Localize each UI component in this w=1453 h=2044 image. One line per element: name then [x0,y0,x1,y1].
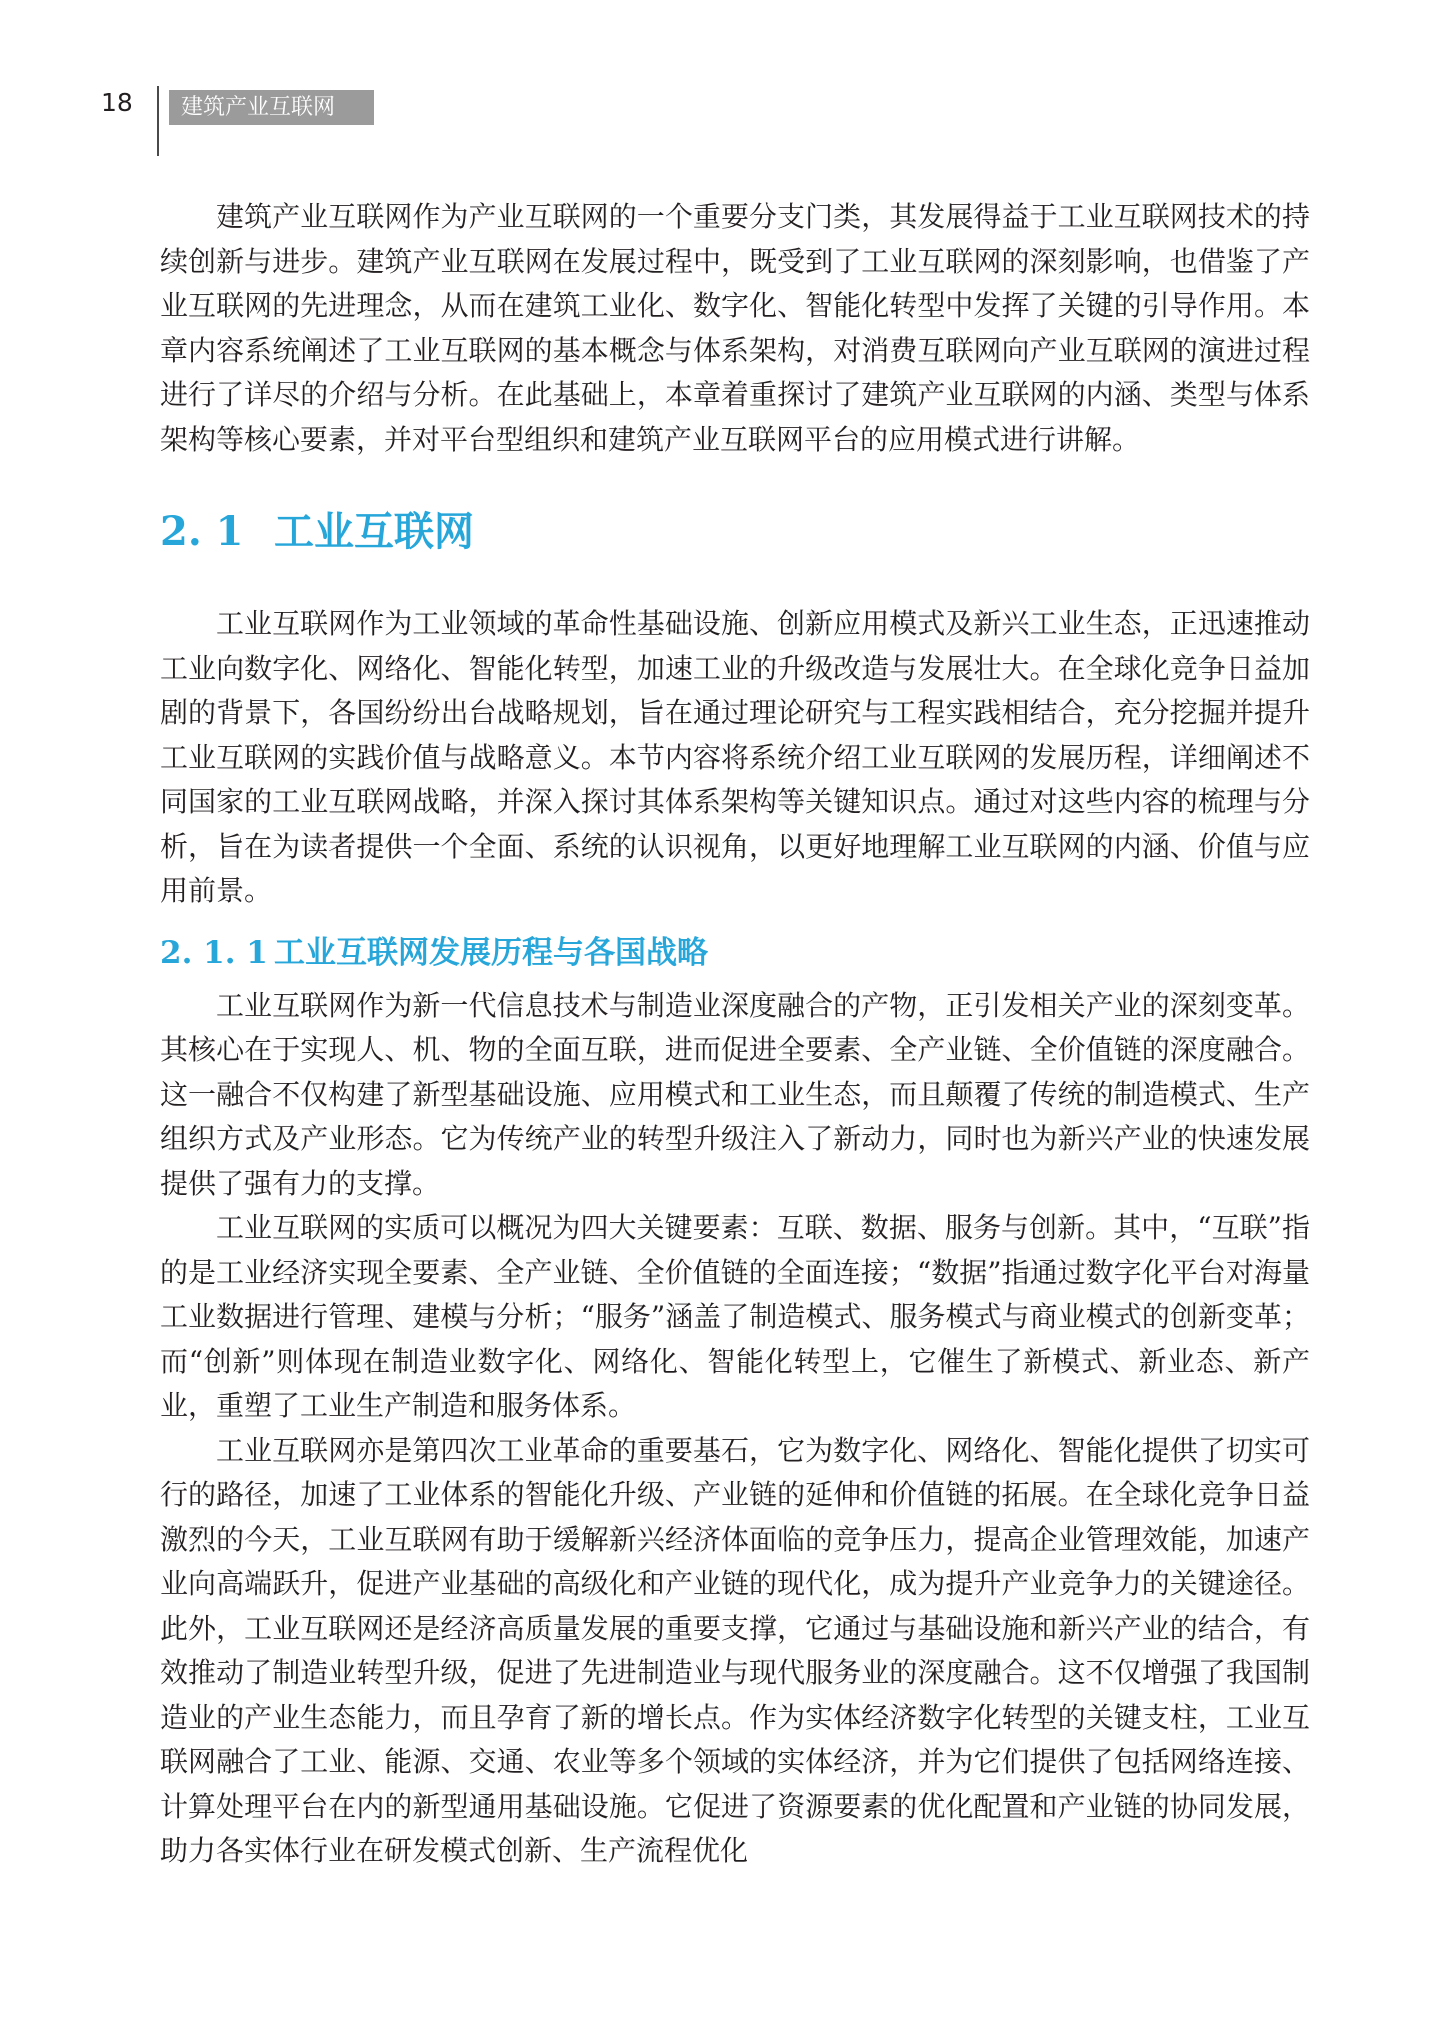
body-paragraph: 工业互联网的实质可以概况为四大关键要素：互联、数据、服务与创新。其中，“互联”指的是工业经济实现全要素、全产业链、全价值链的全面连接；“数据”指通过数字化平台对海量工业数据进行管理、建模与分析；“服务”涵盖了制造模式、服务模式与商业模式的创新变革；而“创新”则体现在制造业数字化、网络化、智能化转型上，它催生了新模式、新业态、新产业，重塑了工业生产制造和服务体系。 [160,1211,1310,1422]
page-body [160,195,1310,1874]
subsection-heading [160,928,1310,978]
section-title: 工业互联网 [274,509,474,555]
body-paragraph: 工业互联网亦是第四次工业革命的重要基石，它为数字化、网络化、智能化提供了切实可行的路径，加速了工业体系的智能化升级、产业链的延伸和价值链的拓展。在全球化竞争日益激烈的今天，工业互联网有助于缓解新兴经济体面临的竞争压力，提高企业管理效能，加速产业向高端跃升，促进产业基础的高级化和产业链的现代化，成为提升产业竞争力的关键途径。此外，工业互联网还是经济高质量发展的重要支撑，它通过与基础设施和新兴产业的结合，有效推动了制造业转型升级，促进了先进制造业与现代服务业的深度融合。这不仅增强了我国制造业的产业生态能力，而且孕育了新的增长点。作为实体经济数字化转型的关键支柱，工业互联网融合了工业、能源、交通、农业等多个领域的实体经济，并为它们提供了包括网络连接、计算处理平台在内的新型通用基础设施。它促进了资源要素的优化配置和产业链的协同发展，助力各实体行业在研发模式创新、生产流程优化 [160,1433,1310,1867]
subsection-number: 2. 1. 1 [160,934,268,971]
intro-paragraph: 建筑产业互联网作为产业互联网的一个重要分支门类，其发展得益于工业互联网技术的持续创新与进步。建筑产业互联网在发展过程中，既受到了工业互联网的深刻影响，也借鉴了产业互联网的先进理念，从而在建筑工业化、数字化、智能化转型中发挥了关键的引导作用。本章内容系统阐述了工业互联网的基本概念与体系架构，对消费互联网向产业互联网的演进过程进行了详尽的介绍与分析。在此基础上，本章着重探讨了建筑产业互联网的内涵、类型与体系架构等核心要素，并对平台型组织和建筑产业互联网平台的应用模式进行讲解。 [160,200,1310,456]
section-paragraph: 工业互联网作为工业领域的革命性基础设施、创新应用模式及新兴工业生态，正迅速推动工业向数字化、网络化、智能化转型，加速工业的升级改造与发展壮大。在全球化竞争日益加剧的背景下，各国纷纷出台战略规划，旨在通过理论研究与工程实践相结合，充分挖掘并提升工业互联网的实践价值与战略意义。本节内容将系统介绍工业互联网的发展历程，详细阐述不同国家的工业互联网战略，并深入探讨其体系架构等关键知识点。通过对这些内容的梳理与分析，旨在为读者提供一个全面、系统的认识视角，以更好地理解工业互联网的内涵、价值与应用前景。 [160,607,1310,907]
page-number: 18 [101,88,133,117]
header-divider [157,86,159,156]
section-heading [160,502,1310,562]
running-head-title: 建筑产业互联网 [169,90,374,125]
body-paragraph: 工业互联网作为新一代信息技术与制造业深度融合的产物，正引发相关产业的深刻变革。其核心在于实现人、机、物的全面互联，进而促进全要素、全产业链、全价值链的深度融合。这一融合不仅构建了新型基础设施、应用模式和工业生态，而且颠覆了传统的制造模式、生产组织方式及产业形态。它为传统产业的转型升级注入了新动力，同时也为新兴产业的快速发展提供了强有力的支撑。 [160,988,1310,1200]
subsection-title: 工业互联网发展历程与各国战略 [274,934,708,971]
section-number: 2. 1 [160,508,244,555]
